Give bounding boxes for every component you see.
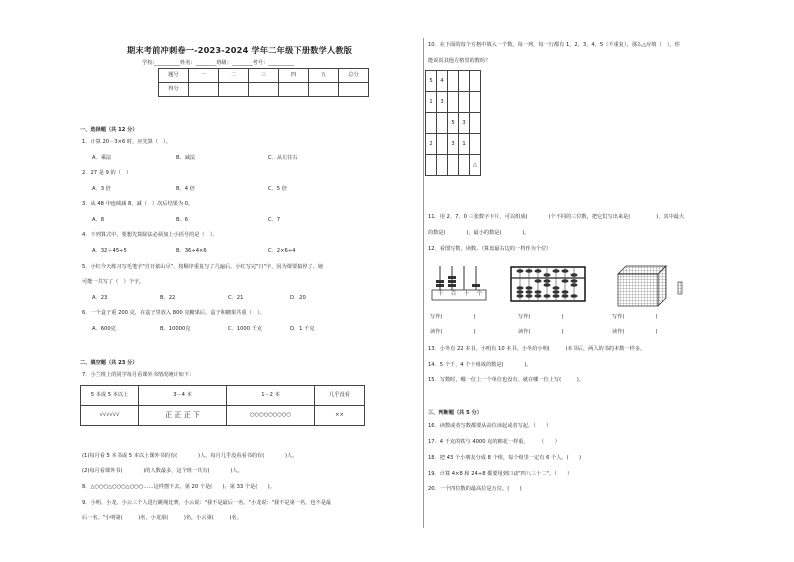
figure2-read-answer[interactable]: 读作( ) — [518, 329, 564, 335]
column-divider — [423, 38, 424, 528]
figure2-write-answer[interactable]: 写作( ) — [518, 314, 564, 320]
grid-cell[interactable]: △ — [470, 155, 481, 176]
counting-frame-figure — [430, 262, 490, 302]
question-4: 4．下列算式中，要想先算除法必须加上小括号的是（ ）。 — [82, 232, 218, 238]
question-15: 15．写数时，哪一位上一个单位也没有，就在哪一位上写( )。 — [428, 377, 584, 383]
grid-cell[interactable]: 5 — [426, 71, 437, 92]
question-16: 16．读数或者写数都要从高位读起或者写起。（ ） — [428, 423, 552, 429]
score-cell[interactable] — [309, 83, 339, 97]
question-11-line2: 的数是( )，最小的数是( )。 — [428, 230, 530, 236]
grid-cell[interactable]: 2 — [426, 134, 437, 155]
place-label-ones: 个 — [476, 291, 483, 297]
cube-blocks-figure — [614, 264, 694, 308]
question-7-part2: (2)每月看课外书( )的人数最多，这个班一共有( )人。 — [82, 468, 243, 474]
score-cell[interactable] — [189, 83, 219, 97]
q3-option-b[interactable]: B．6 — [176, 217, 189, 223]
grid-cell[interactable] — [426, 113, 437, 134]
grid-cell[interactable]: 3 — [448, 134, 459, 155]
section2-heading: 二、填空题（共 23 分） — [80, 360, 138, 366]
q6-option-b[interactable]: B．10000克 — [160, 326, 191, 332]
figure3-read-answer[interactable]: 读作( ) — [612, 329, 658, 335]
grid-cell[interactable] — [426, 155, 437, 176]
question-8: 8．△○○○△○○○△○○○……这样摆下去，第 20 个是( )，第 33 个是( )。 — [82, 484, 275, 490]
tally-table — [80, 385, 365, 426]
tally-mark-cell: ○○○○○○○○○ — [227, 406, 315, 426]
tally-header-cell: 3－4 本 — [139, 386, 227, 406]
question-5-line1: 5．小红今天练习写毛笔字"自日依山尽"，按顺序重复写了几遍后，小红写完"日"字，因为课要搞停了。她 — [82, 264, 324, 270]
question-6: 6．一个盒子重 200 克，在盒子里放入 800 克糖果后，盒子和糖果共重（ ）。 — [82, 310, 265, 316]
place-label-hundreds: 百 — [450, 291, 457, 297]
figure3-write-answer[interactable]: 写作( ) — [612, 314, 658, 320]
latin-square-grid — [425, 70, 481, 176]
figure1-read-answer[interactable]: 读作( ) — [430, 329, 476, 335]
grid-cell[interactable] — [437, 134, 448, 155]
q5-option-b[interactable]: B．22 — [160, 295, 176, 301]
grid-cell[interactable] — [470, 134, 481, 155]
q2-option-c[interactable]: C．5 倍 — [268, 186, 287, 192]
q3-option-a[interactable]: A．8 — [92, 217, 105, 223]
grid-cell[interactable] — [437, 113, 448, 134]
q4-option-c[interactable]: C．2×6÷4 — [268, 248, 296, 254]
q1-option-a[interactable]: A．乘法 — [92, 155, 112, 161]
question-14: 14．5 个千、4 个十组成的数是( )。 — [428, 362, 532, 368]
figure1-write-answer[interactable]: 写作( ) — [430, 314, 476, 320]
score-header-cell: 五 — [309, 69, 339, 83]
q1-option-c[interactable]: C．从左往右 — [268, 155, 298, 161]
question-12: 12．看图写数，读数。（算盘最右边的一档作为个位） — [428, 246, 552, 252]
grid-cell[interactable]: 3 — [459, 113, 470, 134]
question-3: 3．从 48 中连续减 8，减（ ）次后结果为 0。 — [82, 201, 194, 207]
score-cell[interactable] — [249, 83, 279, 97]
score-cell[interactable] — [219, 83, 249, 97]
q4-option-a[interactable]: A．32＋45÷5 — [92, 248, 127, 254]
question-11-line1: 11．用 2、7、0 三张数字卡片，可以组成( )个不同的三位数，把它们写出来是( )，其中最大 — [428, 214, 685, 220]
tally-header-cell: 5 本或 5 本以上 — [81, 386, 139, 406]
q2-option-a[interactable]: A．3 倍 — [92, 186, 111, 192]
grid-cell[interactable]: 3 — [437, 92, 448, 113]
grid-cell[interactable] — [448, 71, 459, 92]
score-header-cell: 二 — [219, 69, 249, 83]
score-header-cell: 题号 — [159, 69, 189, 83]
tally-mark-cell: 正 正 正 下 — [139, 406, 227, 426]
grid-cell[interactable] — [470, 113, 481, 134]
grid-cell[interactable] — [459, 155, 470, 176]
q6-option-d[interactable]: D．1 千克 — [290, 326, 315, 332]
question-1: 1．计算 20－3×6 时，应先算（ ）。 — [82, 139, 171, 145]
place-label-thousands: 千 — [437, 291, 444, 297]
question-2: 2．27 是 9 的（ ） — [82, 170, 132, 176]
tally-header-cell: 几乎没看 — [315, 386, 365, 406]
place-value-labels — [434, 291, 486, 298]
section3-heading: 三、判断题（共 5 分） — [428, 410, 482, 416]
q5-option-c[interactable]: C．21 — [228, 295, 244, 301]
grid-cell[interactable] — [437, 155, 448, 176]
thousand-cube-icon — [614, 264, 694, 308]
question-5-line2: 可能一共写了（ ）个字。 — [82, 279, 145, 285]
score-table — [158, 68, 369, 97]
score-header-cell: 三 — [249, 69, 279, 83]
grid-cell[interactable] — [448, 155, 459, 176]
question-9-line1: 9．小明、小龙、小云三个人进行跳绳比赛，小云说："我不是最后一名。"小龙说："我不是第一名，也不是最 — [82, 500, 332, 506]
q6-option-c[interactable]: C．1000 千克 — [228, 326, 263, 332]
question-10-line2: 能说说其他方格里的数吗？ — [428, 58, 491, 64]
q1-option-b[interactable]: B．减法 — [176, 155, 196, 161]
section1-heading: 一、选择题（共 12 分） — [80, 127, 138, 133]
page-title: 期末考前冲刺卷一-2023-2024 学年二年级下册数学人教版 — [127, 45, 353, 55]
question-13: 13．小冬有 22 本书，小明有 10 本书，小冬给小明( )本书后，两人的书的本数一样多。 — [428, 346, 646, 352]
tally-mark-cell: ×× — [315, 406, 365, 426]
student-info-line: 学校:__________姓名：________班级：________考号：__________ — [142, 60, 295, 66]
q6-option-a[interactable]: A．600克 — [92, 326, 116, 332]
question-7: 7．小兰班上的同学每月看课外书情况统计如下： — [82, 372, 195, 378]
q3-option-c[interactable]: C．7 — [268, 217, 281, 223]
grid-cell[interactable]: 1 — [459, 134, 470, 155]
abacus-icon — [510, 266, 586, 302]
grid-cell[interactable] — [459, 92, 470, 113]
score-row-label: 得分 — [159, 83, 189, 97]
tally-header-cell: 1－2 本 — [227, 386, 315, 406]
tally-mark-cell: √√√√√√ — [81, 406, 139, 426]
score-header-cell: 一 — [189, 69, 219, 83]
score-cell[interactable] — [279, 83, 309, 97]
grid-cell[interactable] — [448, 92, 459, 113]
grid-cell[interactable] — [459, 71, 470, 92]
score-header-cell: 总分 — [339, 69, 369, 83]
grid-cell[interactable]: 1 — [426, 92, 437, 113]
question-17: 17．4 千克的铁与 4000 克的棉花一样重。 （ ） — [428, 439, 560, 445]
q4-option-b[interactable]: B．36÷4×6 — [176, 248, 207, 254]
grid-cell[interactable] — [470, 92, 481, 113]
grid-cell[interactable] — [470, 71, 481, 92]
question-10-line1: 10．在下面的每个方格中填入一个数，每一列、每一行都有 1，2，3，4，5（不重复），那么△应填（ ）。你 — [428, 42, 680, 48]
q5-option-a[interactable]: A．23 — [92, 295, 108, 301]
abacus-figure — [510, 266, 586, 302]
grid-cell[interactable]: 5 — [448, 113, 459, 134]
question-18: 18．把 43 个小朋友分成 8 个组，每个组里一定有 6 个人。( ) — [428, 455, 582, 461]
place-label-tens: 十 — [463, 291, 470, 297]
q2-option-b[interactable]: B．4 倍 — [176, 186, 195, 192]
question-19: 19．计算 4×8 和 24÷8 都要用到口诀"四八三十二"。（ ） — [428, 471, 573, 477]
score-cell[interactable] — [339, 83, 369, 97]
grid-cell[interactable]: 4 — [437, 71, 448, 92]
q5-option-d[interactable]: D．20 — [290, 295, 306, 301]
question-7-part1: (1)每月看 5 本书或 5 本以上课外书的有( )人，每月几乎没看看书的有( )人。 — [82, 453, 298, 459]
score-header-cell: 四 — [279, 69, 309, 83]
question-9-line2: 后一名。"小明第( )名，小龙第( )名，小云第( )名。 — [82, 515, 242, 521]
question-20: 20．一个四位数的最高位是万位。( ) — [428, 486, 522, 492]
